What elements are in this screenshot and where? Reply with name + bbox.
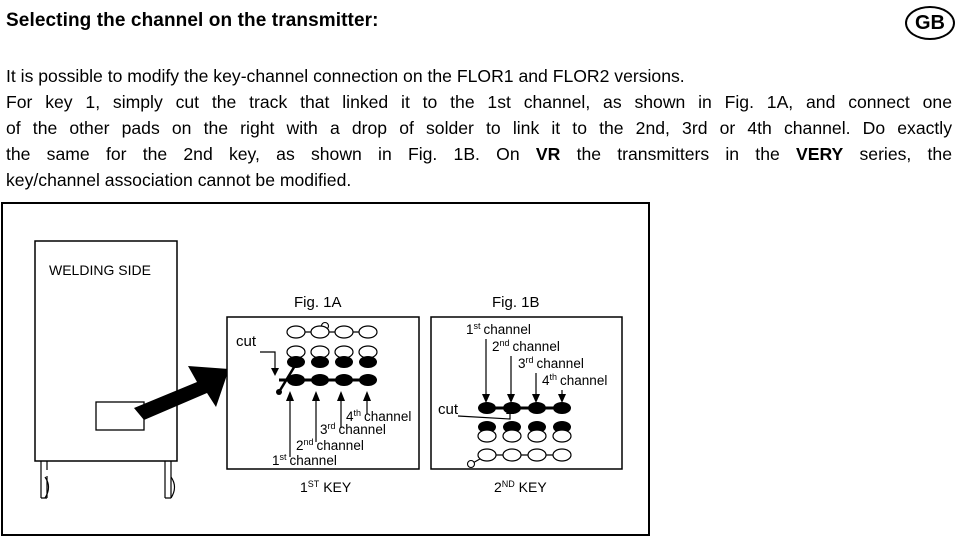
pad-solder [311,356,329,368]
bold-term-vr: VR [535,144,561,164]
fig-1b-key-label: 2ND KEY [494,479,547,495]
channel-label-1st: 1st channel [272,452,337,468]
line-text: the transmitters in the [560,144,796,164]
pad-area [96,402,144,430]
language-badge: GB [905,6,955,40]
fig-1a-key-label: 1ST KEY [300,479,352,495]
paragraph-line: For key 1, simply cut the track that linked it to the 1st channel, as shown in Fig. 1A, and connect one [6,92,952,112]
channel-label-3rd: 3rd channel [320,421,386,437]
key-terminal [276,389,282,395]
pad-solder [335,356,353,368]
channel-label-2nd: 2nd channel [492,338,560,354]
pad-open [287,326,305,338]
pad-open [478,449,496,461]
pad-solder [478,402,496,414]
pad-solder [553,402,571,414]
paragraph-line: key/channel association cannot be modified. [6,170,352,190]
pad-open [553,449,571,461]
pad-solder [528,402,546,414]
pad-open [311,326,329,338]
wiring-figure [0,202,650,536]
pad-open [528,449,546,461]
pad-open [553,430,571,442]
pad-open [359,326,377,338]
bold-term-very: VERY [796,144,844,164]
fig-1b-cut-label: cut [438,401,459,418]
instructions-paragraph [6,63,952,193]
pad-solder [359,356,377,368]
pad-open [335,326,353,338]
fig-1a-title: Fig. 1A [294,294,342,311]
transmitter-board [35,241,177,498]
channel-label-1st: 1st channel [466,321,531,337]
paragraph-line: It is possible to modify the key-channel connection on the FLOR1 and FLOR2 versions. [6,66,685,86]
channel-label-3rd: 3rd channel [518,355,584,371]
fig-1b-title: Fig. 1B [492,294,540,311]
pad-open [478,430,496,442]
pad-open [503,430,521,442]
channel-label-4th: 4th channel [542,372,608,388]
fig-1a [227,294,419,495]
welding-side-label: WELDING SIDE [49,262,151,278]
trace-dot [468,461,475,468]
channel-label-2nd: 2nd channel [296,437,364,453]
fig-1b [431,294,622,495]
paragraph-line: of the other pads on the right with a drop of solder to link it to the 2nd, 3rd or 4th channel. Do exactly [6,118,952,138]
channel-label-4th: 4th channel [346,408,412,424]
paragraph-line [6,141,952,167]
pad-open [503,449,521,461]
pad-open [528,430,546,442]
line-text: the same for the 2nd key, as shown in Fig. 1B. On [6,144,536,164]
line-text: series, the [843,144,953,164]
fig-1a-cut-label: cut [236,333,257,350]
section-title: Selecting the channel on the transmitter: [6,10,379,31]
